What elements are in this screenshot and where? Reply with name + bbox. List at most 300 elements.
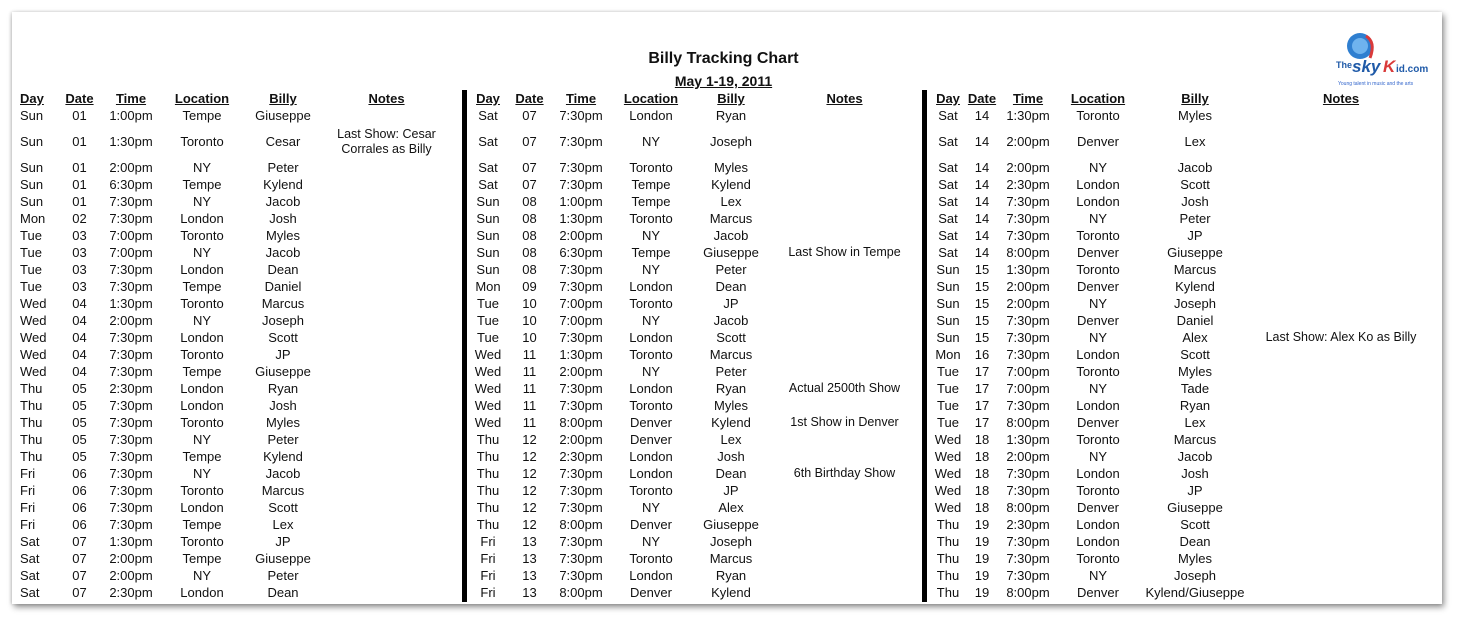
cell-billy: Dean — [715, 279, 747, 294]
cell-day: Wed — [474, 347, 502, 362]
cell-date: 11 — [522, 415, 537, 430]
cell-time: 1:30pm — [559, 347, 603, 362]
cell-day: Sun — [476, 194, 500, 209]
cell-notes — [770, 584, 919, 601]
logo-brand-b: id.com — [1396, 64, 1429, 75]
cell-billy: Marcus — [709, 211, 753, 226]
cell-time: 7:30pm — [109, 364, 153, 379]
cell-billy: Ryan — [715, 381, 747, 396]
table-row — [20, 397, 450, 414]
header-notes: Notes — [1322, 91, 1360, 106]
cell-day: Wed — [20, 347, 47, 362]
cell-time: 7:30pm — [109, 262, 153, 277]
cell-location: London — [629, 330, 673, 345]
cell-time: 8:00pm — [559, 585, 603, 600]
table-row — [20, 295, 450, 312]
cell-notes: Last Show in Tempe — [788, 245, 901, 259]
cell-time: 7:00pm — [559, 296, 603, 311]
cell-billy: Jacob — [1177, 449, 1213, 464]
cell-location: NY — [192, 160, 212, 175]
cell-date: 01 — [72, 134, 87, 149]
cell-day: Mon — [475, 279, 501, 294]
cell-date: 08 — [522, 228, 537, 243]
cell-billy: Tade — [1180, 381, 1210, 396]
cell-date: 05 — [72, 432, 87, 447]
table-row — [20, 176, 450, 193]
cell-time: 7:30pm — [109, 449, 153, 464]
cell-day: Fri — [20, 466, 36, 481]
cell-date: 01 — [72, 108, 87, 123]
table-row — [20, 210, 450, 227]
cell-date: 18 — [974, 449, 990, 464]
cell-notes — [1253, 278, 1429, 295]
table-row — [20, 244, 450, 261]
cell-location: London — [1076, 194, 1120, 209]
cell-notes — [1253, 567, 1429, 584]
cell-location: Toronto — [629, 551, 673, 566]
table-row — [20, 482, 450, 499]
cell-time: 8:00pm — [559, 517, 603, 532]
cell-date: 04 — [72, 364, 87, 379]
cell-time: 7:30pm — [559, 568, 603, 583]
cell-notes — [323, 312, 450, 329]
cell-notes — [770, 431, 919, 448]
cell-day: Sun — [20, 160, 44, 175]
cell-date: 13 — [522, 534, 537, 549]
cell-time: 7:30pm — [109, 415, 153, 430]
table-row — [929, 465, 1429, 482]
table-row — [469, 124, 919, 159]
cell-time: 7:30pm — [109, 398, 153, 413]
cell-billy: Myles — [714, 398, 748, 413]
cell-location: NY — [641, 228, 661, 243]
cell-billy: Peter — [715, 262, 747, 277]
cell-date: 12 — [522, 517, 537, 532]
cell-billy: Peter — [267, 568, 299, 583]
table-row — [469, 550, 919, 567]
cell-location: Toronto — [629, 296, 673, 311]
cell-notes — [770, 312, 919, 329]
table-row — [929, 533, 1429, 550]
table-row — [929, 295, 1429, 312]
header-day: Day — [476, 91, 500, 106]
cell-day: Fri — [480, 534, 496, 549]
cell-location: NY — [1088, 330, 1108, 345]
cell-location: Tempe — [182, 108, 222, 123]
logo-graphic-icon — [1330, 28, 1440, 84]
cell-date: 12 — [522, 432, 537, 447]
header-billy: Billy — [717, 91, 745, 106]
table-row — [469, 227, 919, 244]
cell-notes: Last Show: Cesar Corrales as Billy — [337, 126, 436, 156]
cell-day: Sat — [478, 160, 498, 175]
cell-location: Toronto — [629, 160, 673, 175]
cell-time: 1:30pm — [109, 296, 153, 311]
cell-time: 7:30pm — [559, 262, 603, 277]
cell-billy: Jacob — [265, 466, 301, 481]
cell-day: Wed — [474, 415, 502, 430]
cell-location: London — [180, 262, 224, 277]
table-row — [929, 516, 1429, 533]
cell-time: 7:30pm — [559, 381, 603, 396]
cell-location: Tempe — [182, 364, 222, 379]
cell-billy: Josh — [1181, 466, 1209, 481]
schedule-block-3 — [929, 90, 1429, 601]
table-row — [20, 193, 450, 210]
cell-date: 12 — [522, 449, 537, 464]
cell-location: Toronto — [180, 483, 224, 498]
cell-time: 7:30pm — [559, 534, 603, 549]
table-row — [20, 278, 450, 295]
cell-location: Denver — [1077, 415, 1119, 430]
cell-day: Fri — [20, 483, 36, 498]
cell-date: 10 — [522, 313, 537, 328]
cell-date: 12 — [522, 483, 537, 498]
cell-time: 7:30pm — [1006, 211, 1050, 226]
cell-date: 15 — [974, 296, 990, 311]
header-notes: Notes — [368, 91, 405, 106]
cell-date: 08 — [522, 245, 537, 260]
header-date: Date — [65, 91, 94, 106]
cell-notes — [323, 346, 450, 363]
cell-time: 7:30pm — [1006, 347, 1050, 362]
header-notes: Notes — [826, 91, 863, 106]
cell-location: Toronto — [180, 415, 224, 430]
table-row — [469, 448, 919, 465]
table-row — [929, 124, 1429, 159]
cell-billy: Kylend/Giuseppe — [1145, 585, 1245, 600]
cell-date: 07 — [72, 551, 87, 566]
logo-tagline: Young talent in music and the arts — [1338, 81, 1414, 87]
cell-time: 7:30pm — [1006, 568, 1050, 583]
cell-date: 03 — [72, 279, 87, 294]
cell-notes — [323, 482, 450, 499]
cell-location: Toronto — [1076, 228, 1120, 243]
cell-time: 7:30pm — [559, 108, 603, 123]
cell-notes: 1st Show in Denver — [790, 415, 899, 429]
table-row — [469, 159, 919, 176]
cell-billy: JP — [275, 347, 291, 362]
cell-billy: JP — [723, 483, 739, 498]
cell-billy: Lex — [1184, 134, 1206, 149]
cell-time: 7:30pm — [559, 279, 603, 294]
cell-billy: Dean — [1179, 534, 1211, 549]
cell-day: Sat — [938, 194, 958, 209]
cell-notes: Actual 2500th Show — [788, 381, 901, 395]
table-row — [929, 346, 1429, 363]
cell-billy: Josh — [269, 211, 297, 226]
cell-date: 01 — [72, 194, 87, 209]
cell-notes — [770, 176, 919, 193]
cell-time: 7:30pm — [559, 134, 603, 149]
cell-date: 15 — [974, 313, 990, 328]
cell-location: Toronto — [180, 296, 224, 311]
cell-time: 1:00pm — [559, 194, 603, 209]
cell-location: Toronto — [1076, 364, 1120, 379]
cell-notes — [1253, 107, 1429, 124]
cell-location: NY — [641, 364, 661, 379]
cell-notes: 6th Birthday Show — [793, 466, 896, 480]
cell-day: Fri — [480, 568, 496, 583]
cell-billy: Jacob — [1177, 160, 1213, 175]
cell-time: 2:00pm — [559, 364, 603, 379]
cell-notes — [323, 431, 450, 448]
cell-day: Thu — [20, 398, 43, 413]
header-date: Date — [515, 91, 544, 106]
cell-day: Tue — [937, 415, 959, 430]
cell-location: NY — [192, 432, 212, 447]
cell-date: 08 — [522, 194, 537, 209]
cell-notes — [323, 499, 450, 516]
cell-time: 1:30pm — [1006, 432, 1050, 447]
cell-day: Thu — [936, 551, 960, 566]
cell-time: 7:30pm — [559, 398, 603, 413]
table-row — [20, 159, 450, 176]
cell-date: 18 — [974, 432, 990, 447]
cell-notes — [1253, 159, 1429, 176]
cell-date: 02 — [72, 211, 87, 226]
cell-notes — [323, 397, 450, 414]
cell-billy: Dean — [267, 262, 299, 277]
cell-location: NY — [192, 194, 212, 209]
table-row — [20, 107, 450, 124]
cell-billy: Lex — [720, 432, 742, 447]
cell-location: London — [180, 381, 224, 396]
cell-billy: Giuseppe — [703, 517, 759, 532]
table-row — [929, 107, 1429, 124]
cell-day: Sat — [478, 134, 498, 149]
cell-time: 7:00pm — [109, 245, 153, 260]
table-row — [929, 380, 1429, 397]
cell-notes — [1253, 261, 1429, 278]
cell-billy: Marcus — [709, 347, 753, 362]
cell-billy: Joseph — [710, 534, 752, 549]
cell-date: 15 — [974, 279, 990, 294]
cell-date: 09 — [522, 279, 537, 294]
cell-time: 2:00pm — [109, 160, 153, 175]
cell-notes — [1253, 244, 1429, 261]
cell-location: London — [629, 279, 673, 294]
cell-date: 10 — [522, 296, 537, 311]
cell-day: Sat — [938, 160, 958, 175]
cell-notes — [1253, 210, 1429, 227]
cell-billy: Myles — [1178, 108, 1212, 123]
cell-billy: Dean — [715, 466, 747, 481]
cell-location: Denver — [1077, 313, 1119, 328]
cell-location: Denver — [1077, 245, 1119, 260]
cell-time: 1:30pm — [1006, 262, 1050, 277]
cell-notes — [770, 278, 919, 295]
cell-time: 2:00pm — [1006, 279, 1050, 294]
cell-date: 05 — [72, 398, 87, 413]
cell-time: 7:30pm — [559, 500, 603, 515]
cell-day: Sun — [20, 177, 44, 192]
table-row — [929, 567, 1429, 584]
cell-day: Tue — [20, 279, 42, 294]
cell-billy: Myles — [266, 228, 300, 243]
table-row — [469, 584, 919, 601]
cell-location: NY — [192, 466, 212, 481]
cell-time: 7:30pm — [109, 483, 153, 498]
cell-time: 2:30pm — [109, 381, 153, 396]
cell-notes — [1253, 482, 1429, 499]
cell-day: Sun — [936, 279, 960, 294]
cell-notes — [770, 346, 919, 363]
header-date: Date — [967, 91, 997, 106]
cell-billy: Marcus — [1173, 262, 1217, 277]
cell-day: Tue — [477, 296, 499, 311]
cell-location: Toronto — [1076, 108, 1120, 123]
cell-day: Thu — [476, 483, 500, 498]
cell-day: Sun — [936, 296, 960, 311]
cell-day: Tue — [20, 228, 42, 243]
cell-location: London — [180, 330, 224, 345]
cell-location: London — [180, 500, 224, 515]
cell-billy: Kylend — [263, 177, 303, 192]
cell-date: 07 — [72, 568, 87, 583]
cell-day: Wed — [474, 381, 502, 396]
cell-notes — [1253, 124, 1429, 159]
cell-day: Mon — [935, 347, 961, 362]
cell-location: Tempe — [182, 551, 222, 566]
cell-location: Toronto — [629, 347, 673, 362]
cell-notes — [770, 210, 919, 227]
cell-location: Tempe — [182, 177, 222, 192]
cell-location: NY — [1088, 296, 1108, 311]
cell-date: 19 — [974, 534, 990, 549]
cell-notes — [1253, 516, 1429, 533]
cell-day: Sat — [20, 585, 40, 600]
header-row — [20, 90, 450, 107]
cell-location: Denver — [630, 432, 672, 447]
cell-day: Sun — [20, 194, 44, 209]
table-row — [929, 244, 1429, 261]
cell-notes: Last Show: Alex Ko as Billy — [1265, 330, 1417, 344]
cell-time: 7:30pm — [109, 500, 153, 515]
table-row — [929, 363, 1429, 380]
cell-time: 7:30pm — [559, 177, 603, 192]
cell-location: Denver — [630, 585, 672, 600]
cell-billy: Marcus — [1173, 432, 1217, 447]
cell-notes — [323, 278, 450, 295]
cell-location: Denver — [1077, 585, 1119, 600]
cell-billy: Ryan — [715, 108, 747, 123]
table-row — [469, 107, 919, 124]
cell-date: 14 — [974, 245, 990, 260]
cell-billy: Myles — [714, 160, 748, 175]
cell-notes — [323, 244, 450, 261]
cell-day: Sun — [936, 262, 960, 277]
cell-date: 13 — [522, 551, 537, 566]
cell-location: Tempe — [631, 194, 671, 209]
cell-day: Tue — [20, 262, 42, 277]
cell-date: 14 — [974, 194, 990, 209]
cell-time: 2:30pm — [1006, 517, 1050, 532]
cell-date: 11 — [522, 398, 537, 413]
cell-location: Tempe — [631, 177, 671, 192]
table-row — [20, 261, 450, 278]
cell-billy: Kylend — [711, 177, 751, 192]
cell-billy: Jacob — [265, 194, 301, 209]
cell-time: 7:30pm — [1006, 313, 1050, 328]
table-row — [469, 499, 919, 516]
cell-date: 05 — [72, 449, 87, 464]
svg-text:K: K — [1383, 57, 1396, 76]
cell-notes — [323, 193, 450, 210]
table-row — [929, 414, 1429, 431]
cell-notes — [323, 261, 450, 278]
cell-date: 03 — [72, 228, 87, 243]
cell-location: Denver — [1077, 279, 1119, 294]
table-row — [469, 431, 919, 448]
cell-billy: Alex — [718, 500, 744, 515]
cell-notes — [323, 227, 450, 244]
header-time: Time — [1012, 91, 1044, 106]
cell-date: 04 — [72, 313, 87, 328]
cell-location: NY — [641, 313, 661, 328]
table-row — [20, 329, 450, 346]
cell-day: Sat — [478, 108, 498, 123]
cell-date: 06 — [72, 500, 87, 515]
cell-billy: JP — [1187, 228, 1203, 243]
cell-billy: Giuseppe — [255, 551, 311, 566]
cell-notes — [323, 567, 450, 584]
cell-time: 7:30pm — [1006, 398, 1050, 413]
cell-billy: Scott — [1180, 517, 1210, 532]
cell-day: Fri — [20, 517, 36, 532]
table-row — [469, 397, 919, 414]
cell-day: Sat — [938, 228, 958, 243]
cell-location: Toronto — [1076, 262, 1120, 277]
header-billy: Billy — [1181, 91, 1209, 106]
cell-time: 1:30pm — [559, 211, 603, 226]
cell-notes — [1253, 363, 1429, 380]
table-row — [469, 278, 919, 295]
cell-time: 2:00pm — [1006, 449, 1050, 464]
cell-day: Sat — [20, 534, 40, 549]
cell-day: Mon — [20, 211, 46, 226]
cell-date: 07 — [522, 177, 537, 192]
cell-time: 2:00pm — [1006, 134, 1050, 149]
cell-notes — [1253, 465, 1429, 482]
cell-date: 16 — [974, 347, 990, 362]
table-row — [20, 448, 450, 465]
table-row — [20, 533, 450, 550]
cell-billy: Scott — [1180, 177, 1210, 192]
cell-time: 2:30pm — [559, 449, 603, 464]
header-billy: Billy — [269, 91, 297, 106]
cell-day: Tue — [937, 381, 959, 396]
table-row — [929, 210, 1429, 227]
cell-notes — [1253, 176, 1429, 193]
cell-date: 14 — [974, 134, 990, 149]
cell-date: 19 — [974, 568, 990, 583]
cell-time: 2:00pm — [1006, 160, 1050, 175]
cell-notes — [770, 533, 919, 550]
cell-notes — [323, 533, 450, 550]
table-row — [20, 363, 450, 380]
cell-billy: Giuseppe — [1167, 245, 1223, 260]
cell-time: 6:30pm — [109, 177, 153, 192]
table-row — [929, 584, 1429, 601]
cell-day: Sun — [936, 330, 960, 345]
cell-billy: Myles — [266, 415, 300, 430]
logo-the: The — [1336, 60, 1353, 70]
cell-billy: Scott — [268, 500, 298, 515]
cell-day: Thu — [20, 415, 43, 430]
cell-date: 07 — [522, 160, 537, 175]
cell-billy: Alex — [1182, 330, 1208, 345]
